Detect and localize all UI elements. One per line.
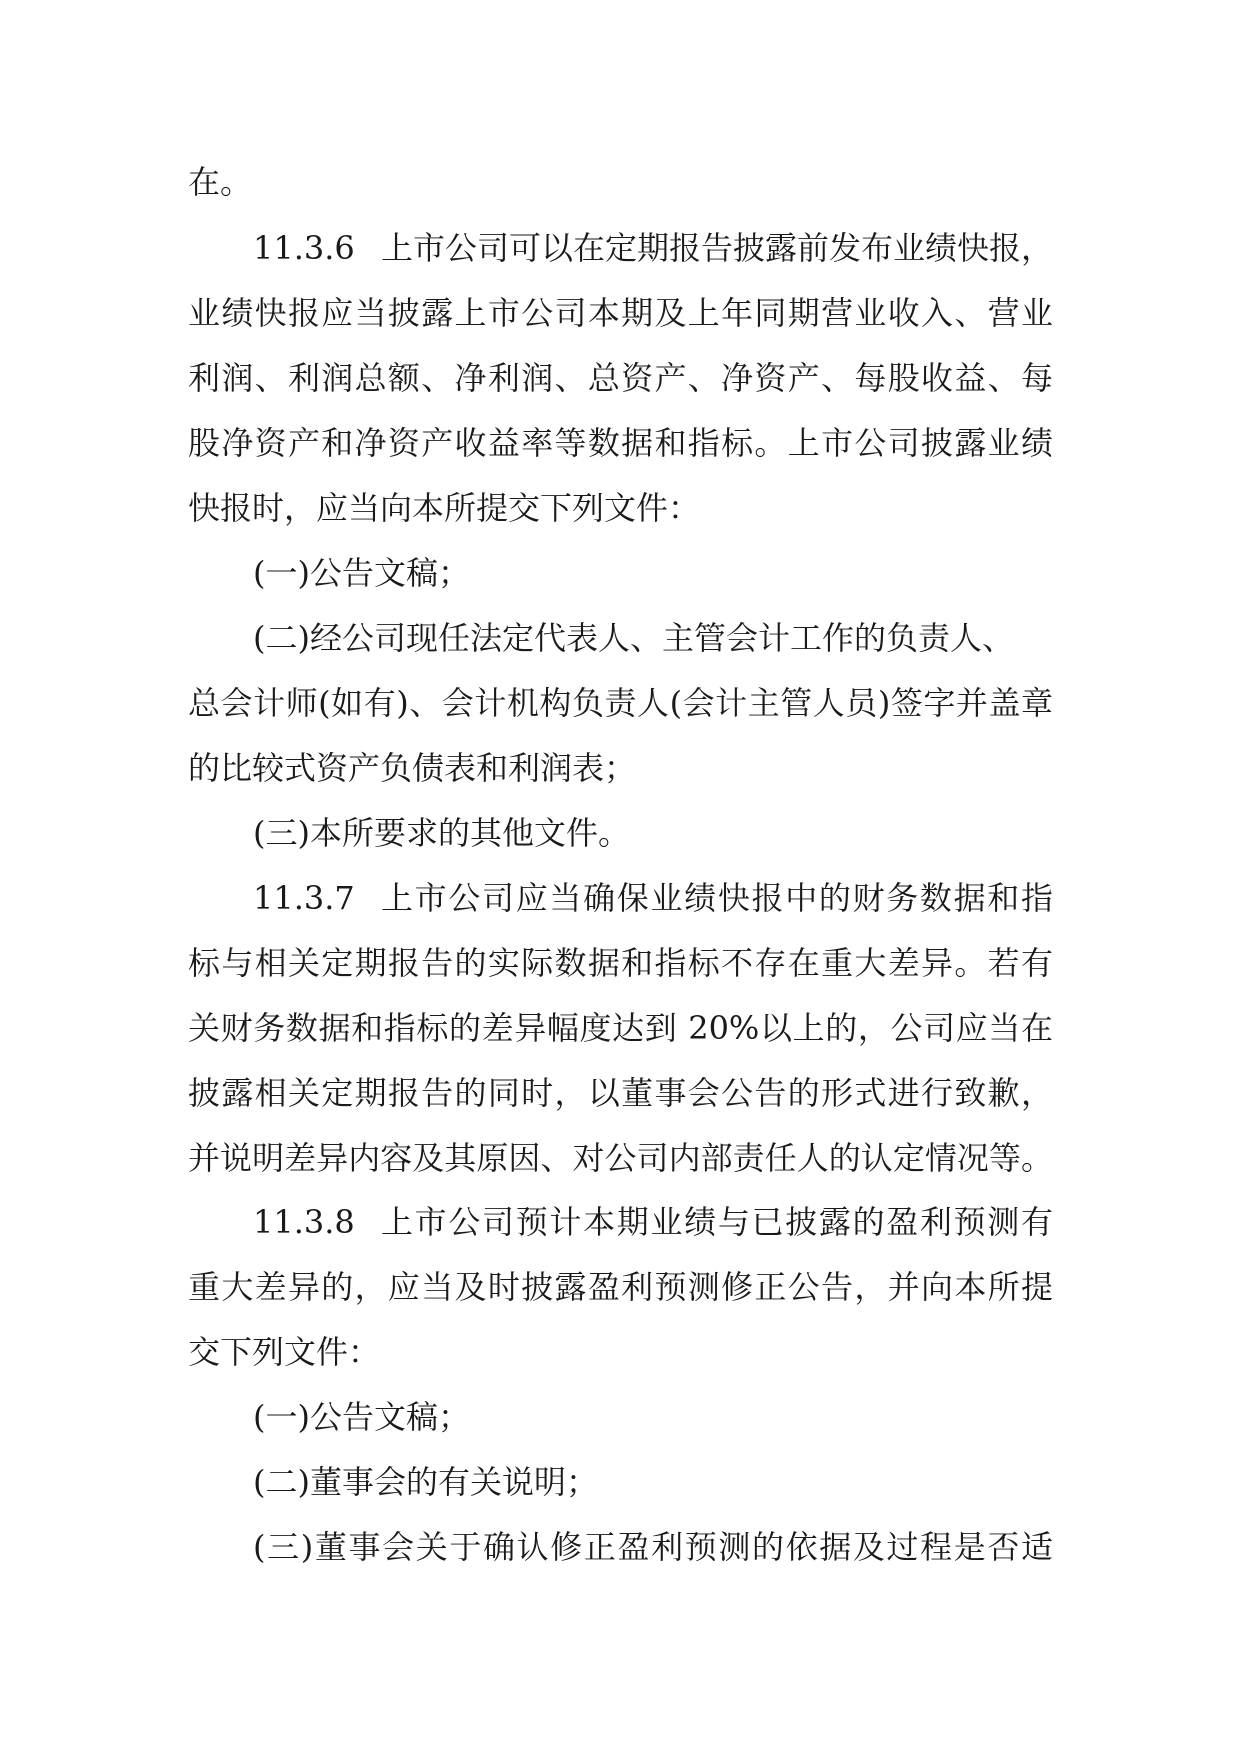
text-line: 标与相关定期报告的实际数据和指标不存在重大差异。若有 — [188, 944, 1053, 982]
list-item: (三)董事会关于确认修正盈利预测的依据及过程是否适 — [253, 1528, 1053, 1566]
text-line: 披露相关定期报告的同时，以董事会公告的形式进行致歉， — [188, 1074, 1053, 1112]
text-line: 上市公司预计本期业绩与已披露的盈利预测有 — [381, 1203, 1053, 1241]
text-line: 利润、利润总额、净利润、总资产、净资产、每股收益、每 — [188, 359, 1053, 397]
text-line: 并说明差异内容及其原因、对公司内部责任人的认定情况等。 — [188, 1139, 1053, 1177]
text-line: 总会计师(如有)、会计机构负责人(会计主管人员)签字并盖章 — [188, 684, 1053, 722]
list-item: (二)经公司现任法定代表人、主管会计工作的负责人、 — [253, 619, 1014, 657]
text-line: 关财务数据和指标的差异幅度达到 20%以上的，公司应当在 — [188, 1009, 1053, 1047]
section-number: 11.3.8 — [253, 1203, 355, 1241]
text-line: 在。 — [188, 163, 253, 201]
text-line: 股净资产和净资产收益率等数据和指标。上市公司披露业绩 — [188, 424, 1053, 462]
text-line: 上市公司可以在定期报告披露前发布业绩快报， — [381, 229, 1053, 267]
list-item: (一)公告文稿； — [253, 554, 470, 592]
text-line: 重大差异的，应当及时披露盈利预测修正公告，并向本所提 — [188, 1268, 1053, 1306]
text-line: 的比较式资产负债表和利润表； — [188, 749, 637, 787]
list-item: (三)本所要求的其他文件。 — [253, 814, 630, 852]
section-number: 11.3.6 — [253, 229, 355, 267]
text-line: 交下列文件： — [188, 1333, 381, 1371]
section-number: 11.3.7 — [253, 879, 355, 917]
list-item: (二)董事会的有关说明； — [253, 1463, 598, 1501]
list-item: (一)公告文稿； — [253, 1398, 470, 1436]
text-line: 上市公司应当确保业绩快报中的财务数据和指 — [381, 879, 1053, 917]
text-line: 业绩快报应当披露上市公司本期及上年同期营业收入、营业 — [188, 294, 1053, 332]
text-line: 快报时，应当向本所提交下列文件： — [188, 489, 701, 527]
